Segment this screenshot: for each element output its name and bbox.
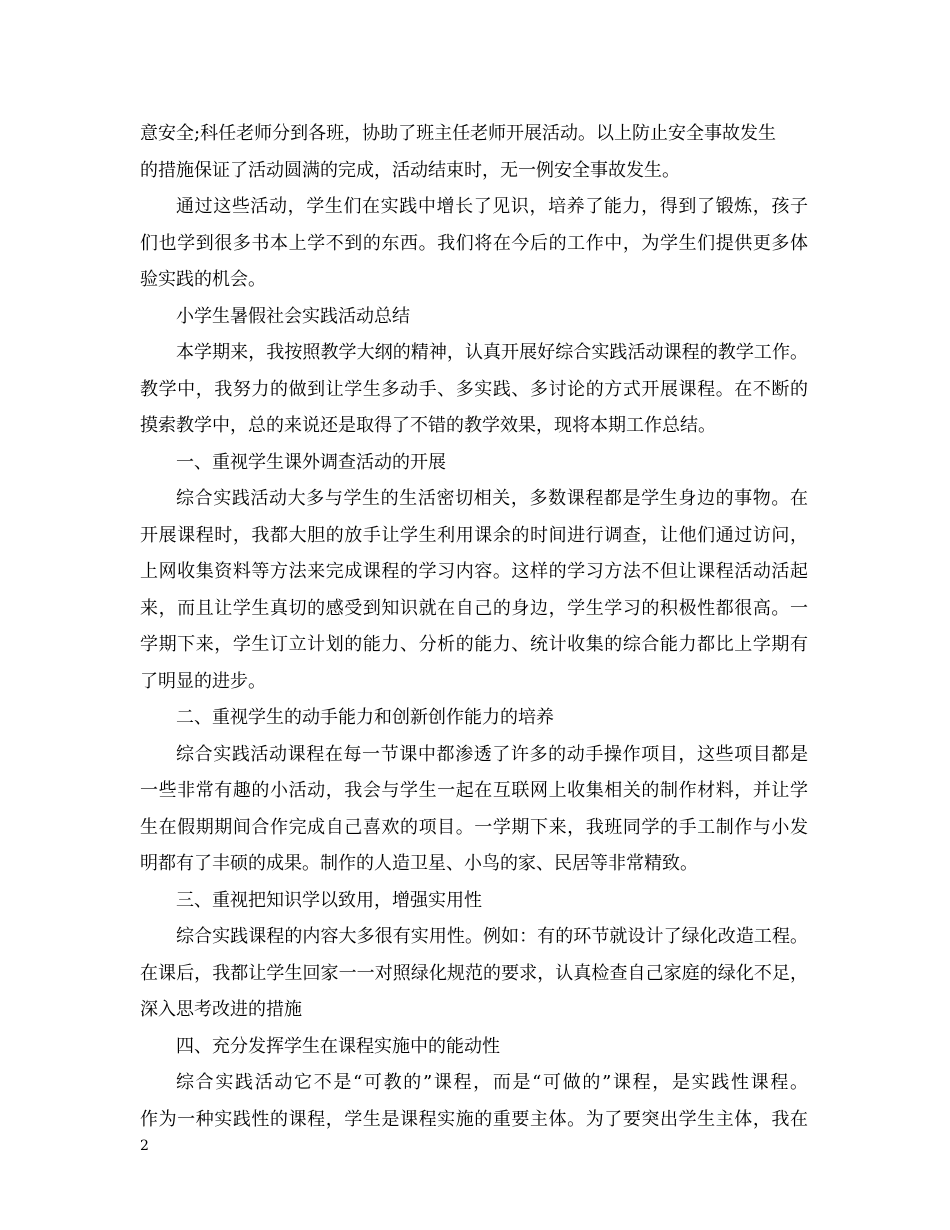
- text-line: 来，而且让学生真切的感受到知识就在自己的身边，学生学习的积极性都很高。一: [140, 597, 808, 619]
- document-body: [140, 116, 808, 1138]
- text-line: 意安全;科任老师分到各班，协助了班主任老师开展活动。以上防止安全事故发生: [140, 123, 777, 144]
- text-line: 了明显的进步。: [140, 670, 266, 692]
- text-line: 学期下来，学生订立计划的能力、分析的能力、统计收集的综合能力都比上学期有: [140, 634, 808, 655]
- text-line: 深入思考改进的措施: [140, 999, 302, 1020]
- text-line: 综合实践活动课程在每一节课中都渗透了许多的动手操作项目，这些项目都是: [176, 743, 808, 765]
- text-line: 作为一种实践性的课程，学生是课程实施的重要主体。为了要突出学生主体，我在: [140, 1108, 808, 1130]
- text-line: 的措施保证了活动圆满的完成，活动结束时，无一例安全事故发生。: [140, 159, 680, 181]
- text-line: 验实践的机会。: [140, 269, 266, 290]
- text-line: 一些非常有趣的小活动，我会与学生一起在互联网上收集相关的制作材料，并让学: [140, 780, 808, 801]
- text-line: 摸索教学中，总的来说还是取得了不错的教学效果，现将本期工作总结。: [140, 415, 716, 436]
- text-line: 一、重视学生课外调查活动的开展: [176, 451, 446, 473]
- text-line: 综合实践课程的内容大多很有实用性。例如：有的环节就设计了绿化改造工程。: [176, 926, 808, 947]
- page-number: 2: [140, 1138, 149, 1154]
- text-line: 小学生暑假社会实践活动总结: [176, 305, 410, 327]
- text-line: 上网收集资料等方法来完成课程的学习内容。这样的学习方法不但让课程活动活起: [140, 561, 808, 582]
- text-line: 们也学到很多书本上学不到的东西。我们将在今后的工作中，为学生们提供更多体: [140, 232, 808, 254]
- text-line: 四、充分发挥学生在课程实施中的能动性: [176, 1035, 500, 1057]
- text-line: 综合实践活动大多与学生的生活密切相关，多数课程都是学生身边的事物。在: [176, 488, 808, 509]
- text-line: 教学中，我努力的做到让学生多动手、多实践、多讨论的方式开展课程。在不断的: [140, 378, 808, 400]
- text-line: 本学期来，我按照教学大纲的精神，认真开展好综合实践活动课程的教学工作。: [176, 342, 808, 363]
- text-line: 生在假期期间合作完成自己喜欢的项目。一学期下来，我班同学的手工制作与小发: [140, 816, 808, 838]
- text-line: 二、重视学生的动手能力和创新创作能力的培养: [176, 707, 554, 728]
- text-line: 三、重视把知识学以致用，增强实用性: [176, 889, 482, 911]
- text-line: 开展课程时，我都大胆的放手让学生利用课余的时间进行调查，让他们通过访问，: [140, 524, 808, 546]
- text-line: 在课后，我都让学生回家一一对照绿化规范的要求，认真检查自己家庭的绿化不足，: [140, 962, 808, 984]
- text-line: 通过这些活动，学生们在实践中增长了见识，培养了能力，得到了锻炼，孩子: [176, 196, 808, 217]
- text-line: 综合实践活动它不是“可教的”课程，而是“可做的”课程，是实践性课程。: [176, 1072, 808, 1093]
- text-line: 明都有了丰硕的成果。制作的人造卫星、小鸟的家、民居等非常精致。: [140, 853, 698, 874]
